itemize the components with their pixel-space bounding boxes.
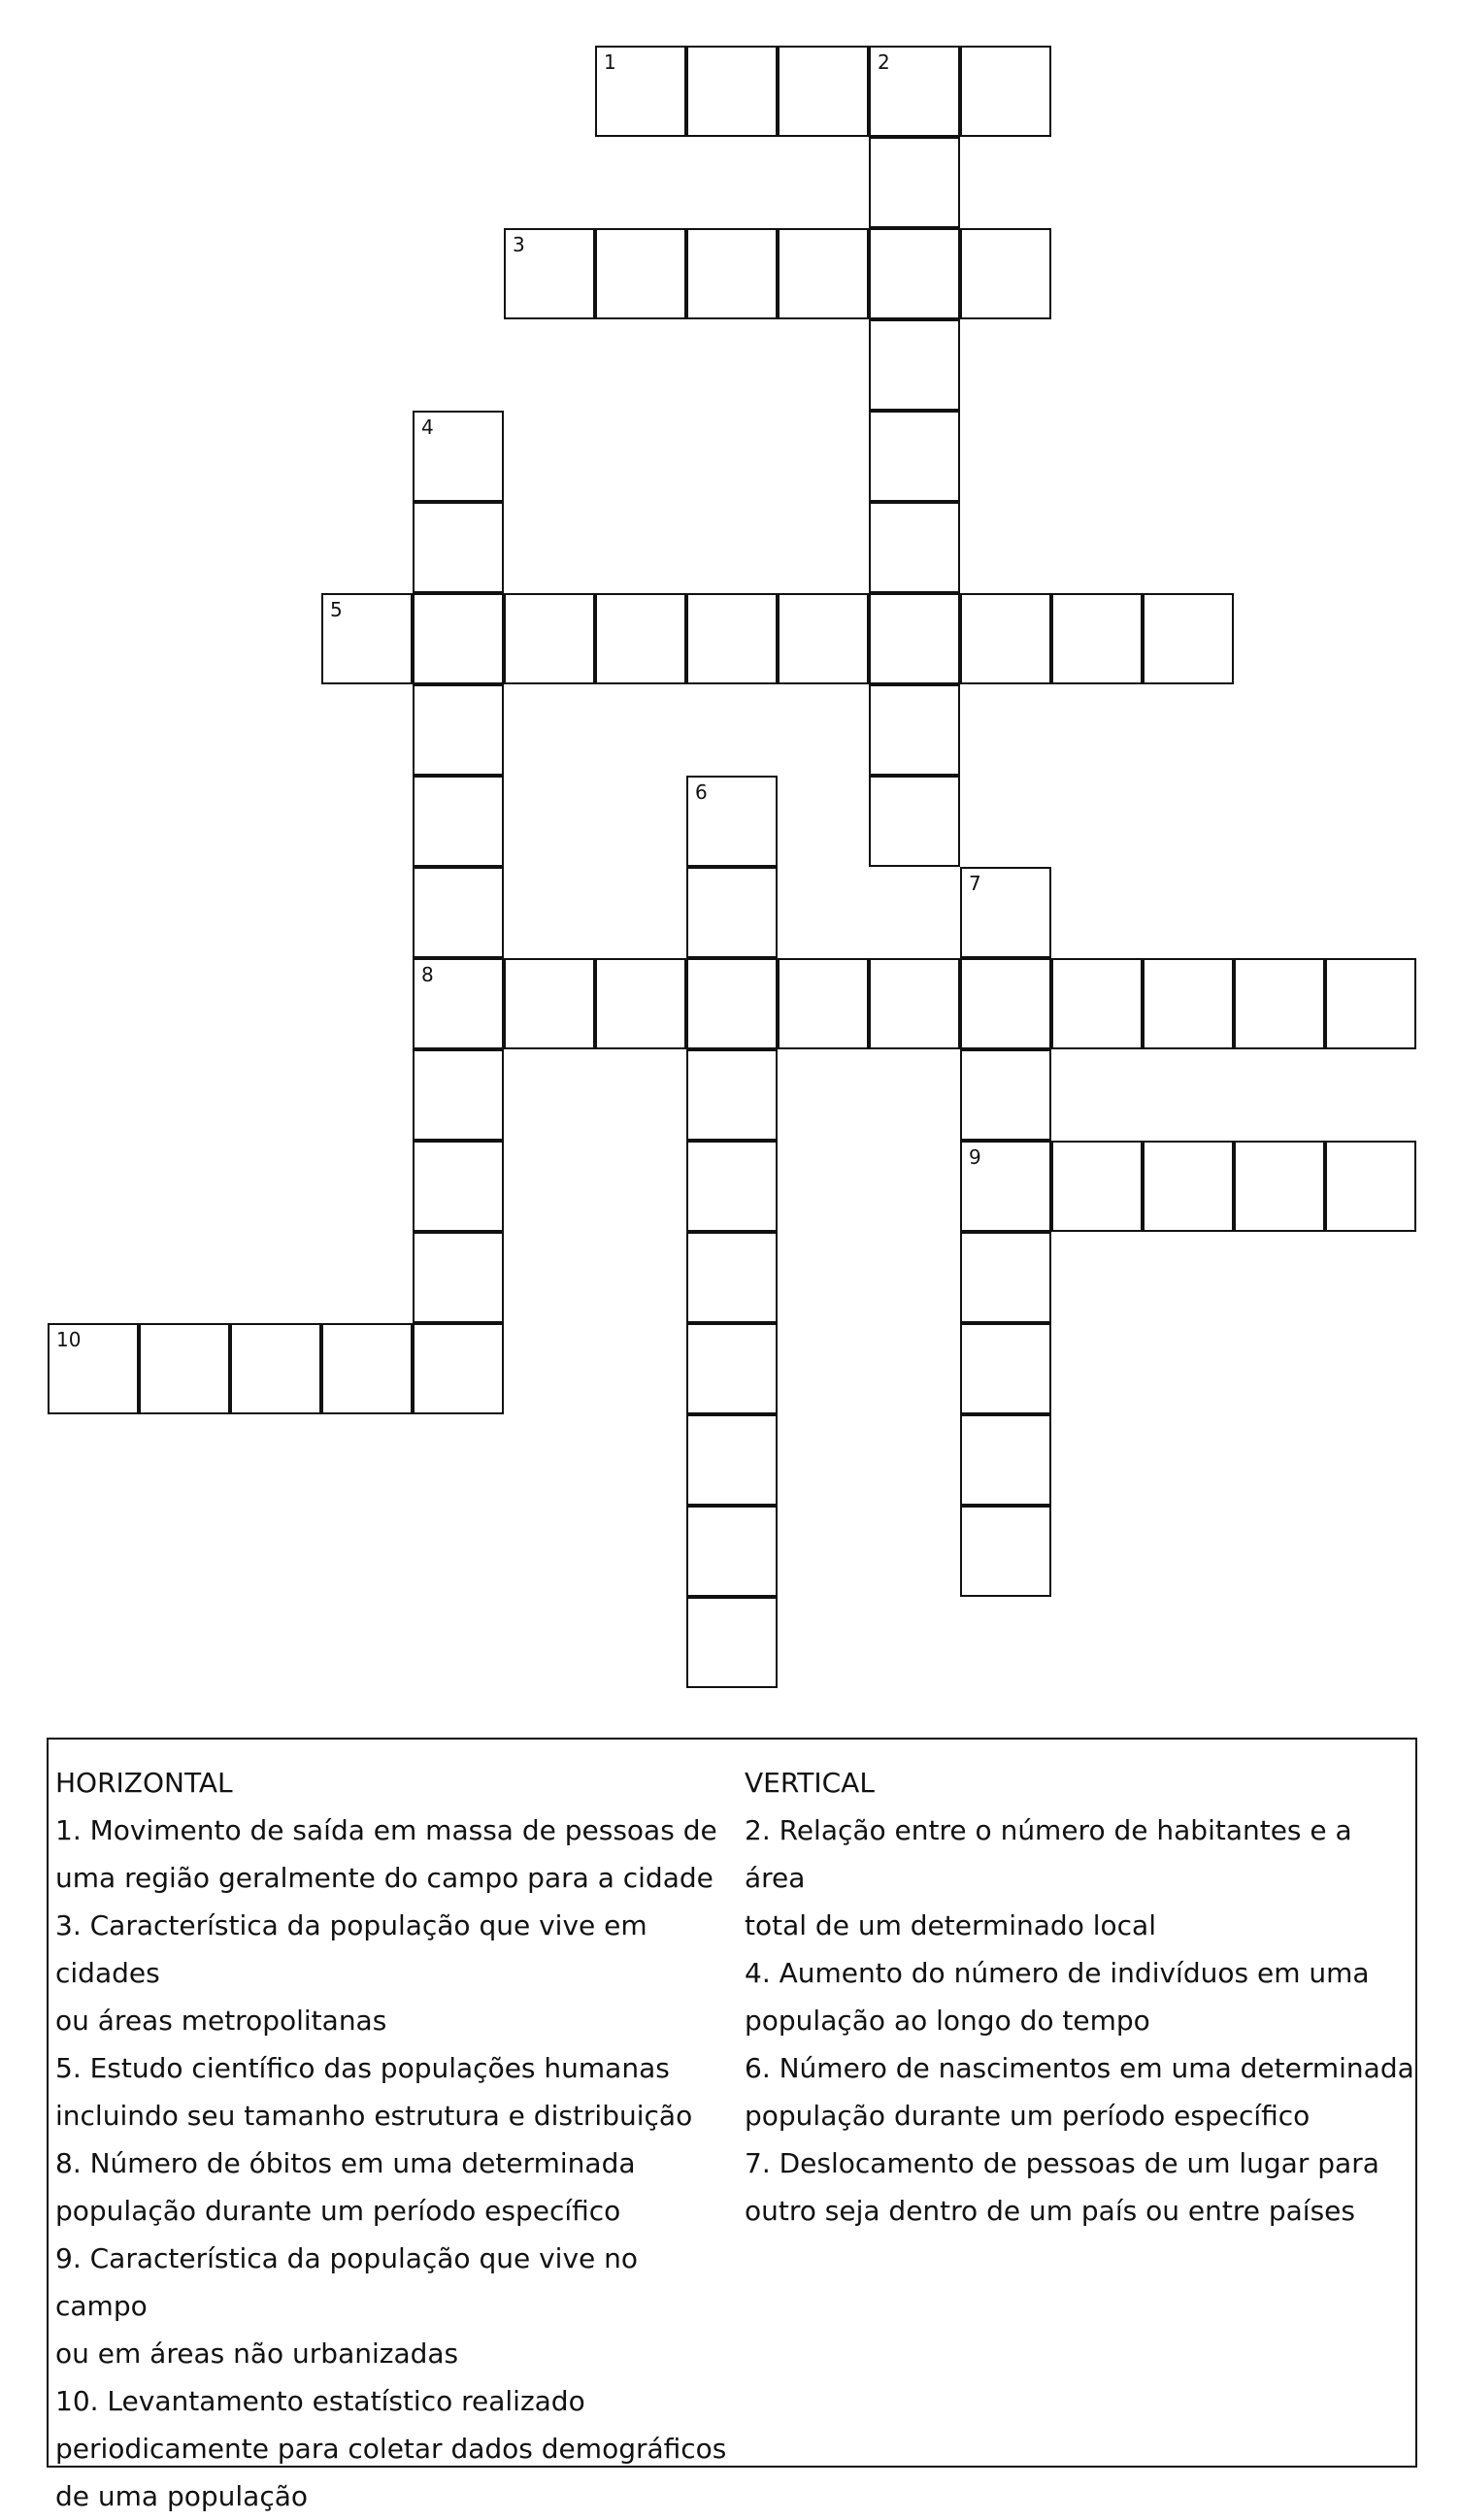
crossword-cell[interactable] [1051, 958, 1143, 1049]
crossword-cell[interactable] [1143, 1141, 1234, 1232]
clue-line: população durante um período específico [745, 2100, 1311, 2132]
clues-box [47, 1738, 1417, 2512]
clue-line: incluindo seu tamanho estrutura e distribuição [55, 2100, 693, 2132]
crossword-cell[interactable] [595, 228, 686, 319]
horizontal-heading: HORIZONTAL [55, 1767, 233, 1799]
crossword-cell[interactable] [869, 593, 960, 684]
vertical-heading: VERTICAL [745, 1767, 875, 1799]
clue-number: 9 [969, 1145, 981, 1169]
crossword-cell[interactable] [960, 1232, 1051, 1323]
crossword-cell[interactable] [869, 958, 960, 1049]
crossword-cell[interactable] [869, 137, 960, 228]
crossword-cell[interactable] [1234, 1141, 1325, 1232]
crossword-cell[interactable] [869, 502, 960, 593]
clue-line: 3. Característica da população que vive em cidades [55, 1909, 647, 1989]
clue-number: 7 [969, 872, 981, 895]
crossword-cell[interactable] [686, 593, 778, 684]
clue-line: 8. Número de óbitos em uma determinada [55, 2147, 636, 2179]
crossword-cell[interactable] [413, 1323, 504, 1414]
crossword-cell[interactable] [1325, 1141, 1416, 1232]
crossword-cell[interactable] [595, 958, 686, 1049]
crossword-cell[interactable] [869, 228, 960, 319]
clue-number: 1 [604, 50, 616, 74]
crossword-cell[interactable] [504, 958, 595, 1049]
crossword-cell[interactable] [413, 1232, 504, 1323]
crossword-cell[interactable] [413, 684, 504, 776]
crossword-cell[interactable] [869, 411, 960, 502]
clue-number: 8 [421, 963, 434, 986]
crossword-cell[interactable] [1051, 593, 1143, 684]
crossword-cell[interactable] [1051, 1141, 1143, 1232]
crossword-cell[interactable] [960, 958, 1051, 1049]
crossword-cell[interactable] [1325, 958, 1416, 1049]
crossword-cell[interactable] [960, 46, 1051, 137]
horizontal-clues [55, 1759, 735, 2520]
crossword-cell[interactable] [869, 776, 960, 867]
clue-line: população durante um período específico [55, 2195, 621, 2227]
clue-line: de uma população [55, 2480, 309, 2512]
crossword-cell[interactable] [869, 684, 960, 776]
crossword-cell[interactable] [139, 1323, 230, 1414]
clue-line: 5. Estudo científico das populações humanas [55, 2052, 670, 2084]
crossword-cell[interactable] [778, 228, 869, 319]
crossword-cell[interactable] [686, 46, 778, 137]
clue-number: 2 [878, 50, 890, 74]
clue-number: 6 [695, 780, 708, 804]
crossword-cell[interactable] [413, 867, 504, 958]
clue-line: outro seja dentro de um país ou entre países [745, 2195, 1355, 2227]
clue-line: periodicamente para coletar dados demográficos [55, 2433, 727, 2465]
crossword-cell[interactable] [686, 1597, 778, 1688]
clue-line: 6. Número de nascimentos em uma determinada [745, 2052, 1414, 2084]
crossword-cell[interactable] [960, 1141, 1051, 1232]
crossword-cell[interactable] [778, 593, 869, 684]
crossword-cell[interactable] [504, 228, 595, 319]
crossword-cell[interactable] [230, 1323, 321, 1414]
crossword-cell[interactable] [321, 593, 413, 684]
crossword-cell[interactable] [686, 1141, 778, 1232]
clue-line: 9. Característica da população que vive no campo [55, 2242, 639, 2322]
crossword-cell[interactable] [960, 228, 1051, 319]
crossword-cell[interactable] [686, 1049, 778, 1141]
clue-number: 3 [513, 233, 525, 256]
crossword-cell[interactable] [413, 411, 504, 502]
clue-line: ou áreas metropolitanas [55, 2005, 387, 2037]
crossword-cell[interactable] [48, 1323, 139, 1414]
crossword-cell[interactable] [869, 46, 960, 137]
crossword-cell[interactable] [595, 46, 686, 137]
crossword-cell[interactable] [413, 593, 504, 684]
crossword-cell[interactable] [413, 1049, 504, 1141]
crossword-cell[interactable] [686, 1414, 778, 1506]
crossword-cell[interactable] [321, 1323, 413, 1414]
crossword-cell[interactable] [1143, 958, 1234, 1049]
crossword-cell[interactable] [686, 1323, 778, 1414]
crossword-cell[interactable] [686, 776, 778, 867]
clue-number: 4 [421, 415, 434, 439]
clue-number: 5 [330, 598, 343, 621]
crossword-cell[interactable] [960, 1323, 1051, 1414]
clue-line: 4. Aumento do número de indivíduos em uma [745, 1957, 1370, 1989]
crossword-cell[interactable] [413, 958, 504, 1049]
crossword-cell[interactable] [778, 958, 869, 1049]
crossword-cell[interactable] [504, 593, 595, 684]
crossword-cell[interactable] [1234, 958, 1325, 1049]
crossword-cell[interactable] [869, 319, 960, 411]
clue-line: população ao longo do tempo [745, 2005, 1150, 2037]
crossword-cell[interactable] [960, 867, 1051, 958]
clue-line: 2. Relação entre o número de habitantes e a área [745, 1814, 1352, 1894]
crossword-cell[interactable] [960, 1414, 1051, 1506]
crossword-cell[interactable] [686, 1506, 778, 1597]
clue-line: 10. Levantamento estatístico realizado [55, 2385, 585, 2417]
clue-line: 1. Movimento de saída em massa de pessoas de [55, 1814, 717, 1846]
crossword-cell[interactable] [686, 867, 778, 958]
crossword-cell[interactable] [960, 1506, 1051, 1597]
crossword-cell[interactable] [778, 46, 869, 137]
crossword-cell[interactable] [686, 228, 778, 319]
crossword-cell[interactable] [1143, 593, 1234, 684]
crossword-cell[interactable] [595, 593, 686, 684]
clue-number: 10 [56, 1328, 82, 1351]
crossword-cell[interactable] [960, 1049, 1051, 1141]
clue-line: ou em áreas não urbanizadas [55, 2338, 459, 2370]
crossword-cell[interactable] [686, 1232, 778, 1323]
crossword-cell[interactable] [686, 958, 778, 1049]
crossword-cell[interactable] [413, 1141, 504, 1232]
crossword-cell[interactable] [413, 776, 504, 867]
clue-line: 7. Deslocamento de pessoas de um lugar para [745, 2147, 1379, 2179]
crossword-cell[interactable] [413, 502, 504, 593]
vertical-clues [745, 1759, 1414, 2235]
clue-line: total de um determinado local [745, 1909, 1156, 1941]
clue-line: uma região geralmente do campo para a cidade [55, 1862, 713, 1894]
crossword-cell[interactable] [960, 593, 1051, 684]
